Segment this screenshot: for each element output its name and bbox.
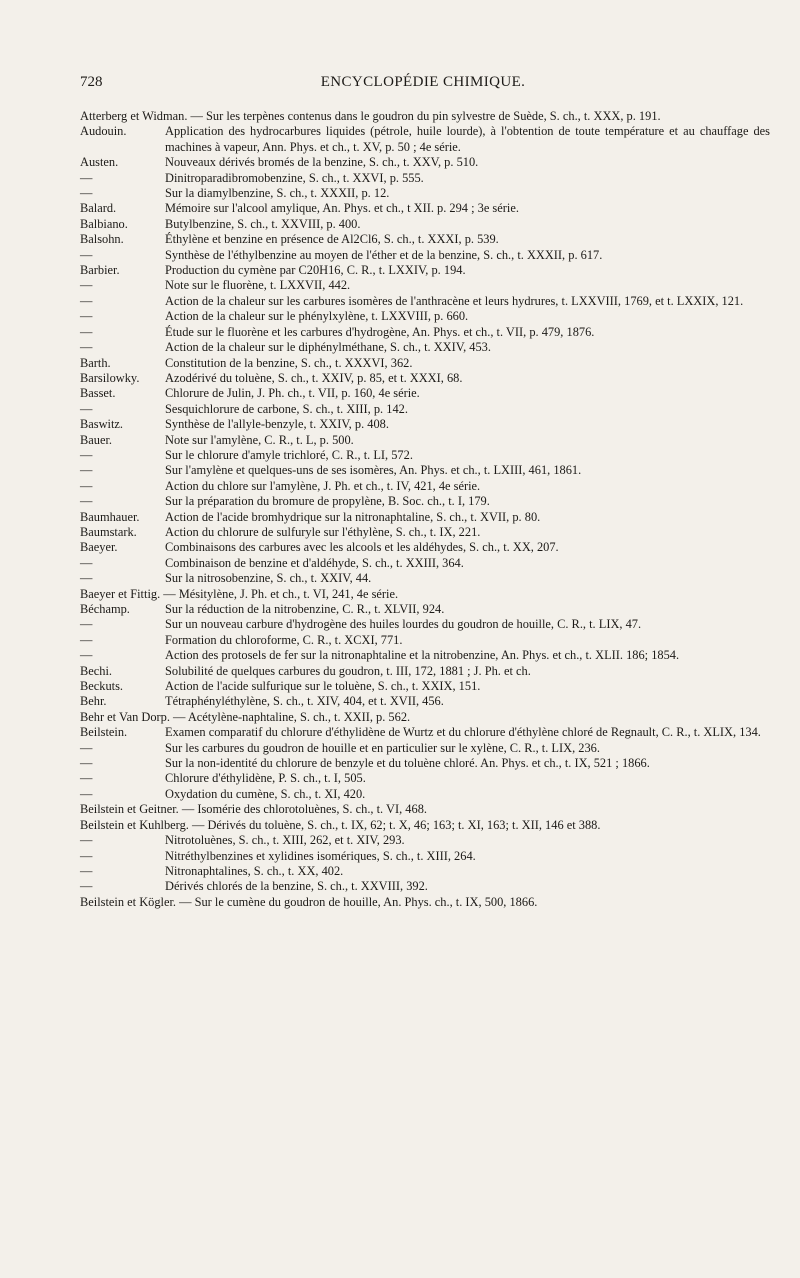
entry-author: — (80, 632, 93, 647)
entry-text: Sesquichlorure de carbone, S. ch., t. XIII, p. 142. (165, 401, 408, 416)
bibliography-entry (80, 802, 770, 817)
page-header (80, 74, 766, 96)
entry-author: Bechi. (80, 663, 112, 678)
bibliography-entry (80, 679, 770, 694)
entry-author: — (80, 309, 93, 324)
bibliography-entry (80, 556, 770, 571)
entry-author: — (80, 555, 93, 570)
bibliography-entry (80, 617, 770, 632)
bibliography-entry (80, 849, 770, 864)
entry-author: — (80, 293, 93, 308)
entry-text: Action du chlore sur l'amylène, J. Ph. et ch., t. IV, 421, 4e série. (165, 478, 481, 493)
entry-author: — (80, 478, 93, 493)
entry-text: Mémoire sur l'alcool amylique, An. Phys. et ch., t XII. p. 294 ; 3e série. (165, 201, 519, 216)
entry-author: Audouin. (80, 124, 127, 139)
bibliography-entry (80, 217, 770, 232)
entry-author: Beckuts. (80, 679, 124, 694)
bibliography-entry (80, 479, 770, 494)
bibliography-entry (80, 325, 770, 340)
bibliography-entry (80, 694, 770, 709)
entry-text: Sur l'amylène et quelques-uns de ses isomères, An. Phys. et ch., t. LXIII, 461, 1861. (165, 463, 582, 478)
entry-text: Action des protosels de fer sur la nitronaphtaline et la nitrobenzine, An. Phys. et ch., t. XLII. 186; 1854. (165, 648, 680, 663)
entry-text: Application des hydrocarbures liquides (pétrole, huile lourde), à l'obtention de toute température et au chauffage des machines à vapeur, Ann. Phys. et ch., t. XV, p. 50 ; 4e série. (165, 124, 770, 154)
entry-text: Action de l'acide sulfurique sur le toluène, S. ch., t. XXIX, 151. (165, 679, 481, 694)
bibliography-entry (80, 356, 770, 371)
bibliography-entry (80, 309, 770, 324)
entry-text: Chlorure d'éthylidène, P. S. ch., t. I, 505. (165, 771, 366, 786)
entry-text: Sur la diamylbenzine, S. ch., t. XXXII, p. 12. (165, 186, 390, 201)
entry-text: Synthèse de l'éthylbenzine au moyen de l'éther et de la benzine, S. ch., t. XXXII, p. 617. (165, 247, 603, 262)
entry-text: Synthèse de l'allyle-benzyle, t. XXIV, p. 408. (165, 417, 389, 432)
bibliography-entry (80, 371, 770, 386)
entry-text: Sur le chlorure d'amyle trichloré, C. R., t. LI, 572. (165, 447, 413, 462)
entry-author: — (80, 648, 93, 663)
entry-author: — (80, 324, 93, 339)
entry-text: Action du chlorure de sulfuryle sur l'éthylène, S. ch., t. IX, 221. (165, 524, 481, 539)
bibliography-entry (80, 201, 770, 216)
entry-author: — (80, 756, 93, 771)
entry-text: Tétraphényléthylène, S. ch., t. XIV, 404, et t. XVII, 456. (165, 694, 444, 709)
entry-text: Sur un nouveau carbure d'hydrogène des huiles lourdes du goudron de houille, C. R., t. LIX, 47. (165, 617, 642, 632)
entry-text: Baeyer et Fittig. — Mésitylène, J. Ph. et ch., t. VI, 241, 4e série. (80, 586, 399, 601)
bibliography-entry (80, 540, 770, 555)
bibliography-entry (80, 124, 770, 155)
entry-author: — (80, 863, 93, 878)
entry-text: Behr et Van Dorp. — Acétylène-naphtaline, S. ch., t. XXII, p. 562. (80, 709, 411, 724)
bibliography-entry (80, 171, 770, 186)
bibliography-entry (80, 525, 770, 540)
entry-text: Action de l'acide bromhydrique sur la nitronaphtaline, S. ch., t. XVII, p. 80. (165, 509, 541, 524)
bibliography-entry (80, 787, 770, 802)
entry-author: — (80, 170, 93, 185)
bibliography-entry (80, 864, 770, 879)
bibliography-entry (80, 232, 770, 247)
entry-author: — (80, 447, 93, 462)
entry-author: Behr. (80, 694, 107, 709)
entry-text: Atterberg et Widman. — Sur les terpènes contenus dans le goudron du pin sylvestre de Suède, S. ch., t. XXX, p. 191. (80, 109, 661, 123)
entry-text: Étude sur le fluorène et les carbures d'hydrogène, An. Phys. et ch., t. VII, p. 479, 1876. (165, 324, 595, 339)
entry-author: — (80, 740, 93, 755)
entry-author: — (80, 494, 93, 509)
entry-text: Nitronaphtalines, S. ch., t. XX, 402. (165, 863, 344, 878)
entry-text: Beilstein et Kögler. — Sur le cumène du goudron de houille, An. Phys. ch., t. IX, 500, 1866. (80, 894, 538, 909)
entry-author: Béchamp. (80, 602, 130, 616)
entry-text: Action de la chaleur sur le phénylxylène, t. LXXVIII, p. 660. (165, 309, 469, 324)
entry-author: — (80, 571, 93, 586)
entry-author: — (80, 401, 93, 416)
entry-text: Action de la chaleur sur les carbures isomères de l'anthracène et leurs hydrures, t. LXXVIII, 1769, et t. LXXIX, 121. (165, 293, 744, 308)
entry-text: Éthylène et benzine en présence de Al2Cl6, S. ch., t. XXXI, p. 539. (165, 232, 499, 247)
entry-author: — (80, 771, 93, 786)
entry-author: Baumstark. (80, 524, 137, 539)
entry-author: — (80, 186, 93, 201)
entry-author: — (80, 278, 93, 293)
entry-text: Note sur le fluorène, t. LXXVII, 442. (165, 278, 351, 293)
bibliography-entry (80, 741, 770, 756)
bibliography-entry (80, 248, 770, 263)
bibliography-entry (80, 818, 770, 833)
entry-author: — (80, 247, 93, 262)
entry-text: Sur la réduction de la nitrobenzine, C. R., t. XLVII, 924. (165, 602, 445, 616)
bibliography-entry (80, 510, 770, 525)
entry-author: — (80, 879, 93, 894)
bibliography-entry (80, 155, 770, 170)
bibliography-entry (80, 664, 770, 679)
running-title: ENCYCLOPÉDIE CHIMIQUE. (320, 74, 526, 90)
bibliography-entry (80, 648, 770, 663)
entry-text: Combinaison de benzine et d'aldéhyde, S. ch., t. XXIII, 364. (165, 555, 464, 570)
entry-text: Solubilité de quelques carbures du goudron, t. III, 172, 1881 ; J. Ph. et ch. (165, 663, 531, 678)
bibliography-entry (80, 895, 770, 910)
bibliography-entry (80, 294, 770, 309)
bibliography-entry (80, 771, 770, 786)
bibliography-entry (80, 433, 770, 448)
entry-author: — (80, 340, 93, 355)
entry-text: Sur la nitrosobenzine, S. ch., t. XXIV, 44. (165, 571, 372, 586)
entry-author: Beilstein. (80, 725, 128, 740)
entry-text: Sur les carbures du goudron de houille et en particulier sur le xylène, C. R., t. LIX, 236. (165, 740, 600, 755)
bibliography-entry (80, 463, 770, 478)
entry-author: Baswitz. (80, 417, 124, 432)
entry-author: Basset. (80, 386, 116, 401)
bibliography-entry (80, 340, 770, 355)
bibliography-entry (80, 386, 770, 401)
page-number: 728 (80, 74, 103, 90)
bibliography-entry (80, 109, 770, 124)
bibliography-entry (80, 710, 770, 725)
entry-text: Nitréthylbenzines et xylidines isomériques, S. ch., t. XIII, 264. (165, 848, 476, 863)
entry-text: Production du cymène par C20H16, C. R., t. LXXIV, p. 194. (165, 263, 466, 278)
entry-author: Austen. (80, 155, 119, 170)
entry-author: Barbier. (80, 263, 120, 278)
bibliography-entry (80, 602, 770, 617)
entry-text: Note sur l'amylène, C. R., t. L, p. 500. (165, 432, 354, 447)
entry-author: — (80, 833, 93, 848)
entry-author: Balbiano. (80, 216, 128, 231)
entry-author: Balard. (80, 201, 117, 216)
entry-text: Formation du chloroforme, C. R., t. XCXI, 771. (165, 632, 403, 647)
entry-text: Beilstein et Kuhlberg. — Dérivés du toluène, S. ch., t. IX, 62; t. X, 46; 163; t. XI, 163; t. XII, 146 et 388. (80, 817, 601, 832)
entry-text: Azodérivé du toluène, S. ch., t. XXIV, p. 85, et t. XXXI, 68. (165, 370, 463, 385)
entry-text: Constitution de la benzine, S. ch., t. XXXVI, 362. (165, 355, 413, 370)
bibliography-entry (80, 402, 770, 417)
bibliography-entry (80, 278, 770, 293)
entry-text: Combinaisons des carbures avec les alcools et les aldéhydes, S. ch., t. XX, 207. (165, 540, 559, 555)
entry-author: Barsilowky. (80, 370, 140, 385)
bibliography-entry (80, 494, 770, 509)
entry-author: — (80, 463, 93, 478)
bibliography-entry (80, 417, 770, 432)
entry-text: Examen comparatif du chlorure d'éthylidène de Wurtz et du chlorure d'éthylène chloré de Regnault, C. R., t. XLIX, 134. (165, 725, 761, 740)
entry-author: Balsohn. (80, 232, 124, 247)
entry-text: Beilstein et Geitner. — Isomérie des chlorotoluènes, S. ch., t. VI, 468. (80, 802, 427, 817)
bibliography-entry (80, 448, 770, 463)
bibliography-entry (80, 879, 770, 894)
bibliography-entry (80, 263, 770, 278)
bibliography-entry (80, 571, 770, 586)
bibliography-entry (80, 186, 770, 201)
bibliography-list (80, 109, 770, 910)
bibliography-entry (80, 756, 770, 771)
entry-text: Butylbenzine, S. ch., t. XXVIII, p. 400. (165, 216, 361, 231)
bibliography-entry (80, 587, 770, 602)
entry-text: Dinitroparadibromobenzine, S. ch., t. XXVI, p. 555. (165, 170, 424, 185)
entry-text: Nouveaux dérivés bromés de la benzine, S. ch., t. XXV, p. 510. (165, 155, 479, 170)
entry-author: — (80, 848, 93, 863)
bibliography-entry (80, 833, 770, 848)
entry-author: Baumhauer. (80, 509, 140, 524)
entry-author: Bauer. (80, 432, 112, 447)
bibliography-entry (80, 633, 770, 648)
entry-text: Dérivés chlorés de la benzine, S. ch., t. XXVIII, 392. (165, 879, 428, 894)
entry-text: Sur la non-identité du chlorure de benzyle et du toluène chloré. An. Phys. et ch., t. IX, 521 ; 1866. (165, 756, 650, 771)
entry-author: — (80, 786, 93, 801)
bibliography-entry (80, 725, 770, 740)
entry-text: Sur la préparation du bromure de propylène, B. Soc. ch., t. I, 179. (165, 494, 490, 509)
entry-text: Action de la chaleur sur le diphénylméthane, S. ch., t. XXIV, 453. (165, 340, 491, 355)
entry-author: — (80, 617, 93, 632)
entry-author: Barth. (80, 355, 111, 370)
entry-text: Chlorure de Julin, J. Ph. ch., t. VII, p. 160, 4e série. (165, 386, 420, 401)
entry-text: Oxydation du cumène, S. ch., t. XI, 420. (165, 786, 366, 801)
entry-text: Nitrotoluènes, S. ch., t. XIII, 262, et t. XIV, 293. (165, 833, 405, 848)
entry-author: Baeyer. (80, 540, 118, 555)
